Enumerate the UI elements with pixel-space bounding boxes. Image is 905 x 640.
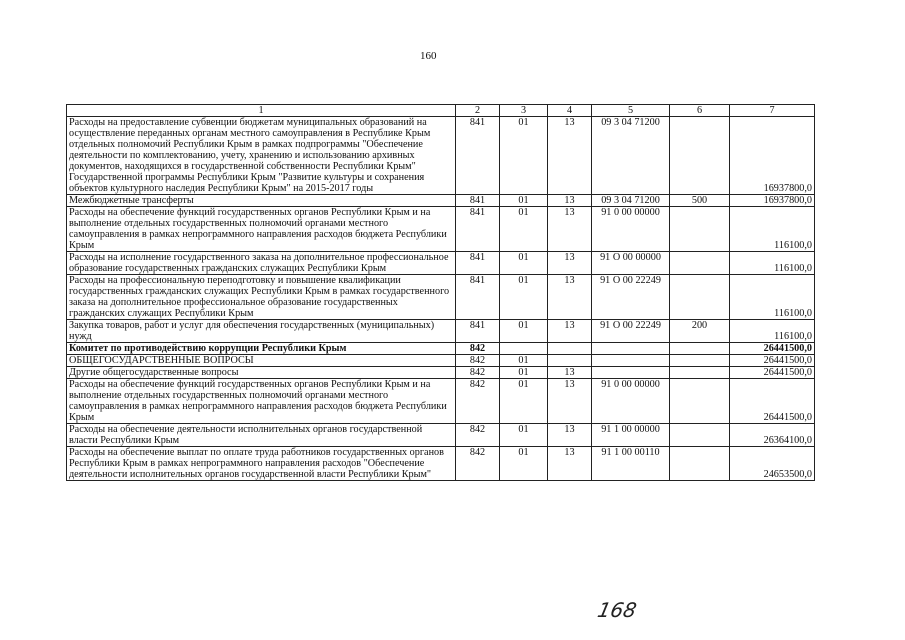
row-subsection-code [548,343,592,355]
row-target-code: 09 3 04 71200 [592,195,670,207]
row-section-code: 01 [500,275,548,320]
row-ministry-code: 841 [456,117,500,195]
row-description: Закупка товаров, работ и услуг для обеспечения государственных (муниципальных) нужд [67,320,456,343]
row-ministry-code: 841 [456,275,500,320]
row-expense-type [670,424,730,447]
row-expense-type [670,207,730,252]
row-target-code: 91 О 00 22249 [592,320,670,343]
row-expense-type [670,379,730,424]
row-description: Расходы на исполнение государственного заказа на дополнительное профессиональное образование государственных гражданских служащих Республики Крым [67,252,456,275]
row-amount: 26441500,0 [730,379,815,424]
row-description: Расходы на предоставление субвенции бюджетам муниципальных образований на осуществление переданных органам местного самоуправления в Республике Крым отдельных полномочий Республики Крым в рамках подпрограммы "Обеспечение деятельности по комплектованию, учету, хранению и использованию архивных документов, находящихся в государственной собственности Республики Крым" Государственной программы Республики Крым "Развитие культуры и сохранения объектов культурного наследия Республики Крым" на 2015-2017 годы [67,117,456,195]
row-description: Расходы на обеспечение функций государственных органов Республики Крым и на выполнение отдельных государственных полномочий органами местного самоуправления в рамках непрограммного направления расходов бюджета Республики Крым [67,207,456,252]
row-section-code: 01 [500,367,548,379]
row-subsection-code: 13 [548,117,592,195]
header-cell: 7 [730,105,815,117]
table-row [67,367,815,379]
row-ministry-code: 841 [456,195,500,207]
row-section-code [500,343,548,355]
handwritten-page-number: 168 [595,598,639,622]
row-subsection-code: 13 [548,252,592,275]
row-ministry-code: 842 [456,367,500,379]
row-section-code: 01 [500,355,548,367]
row-expense-type [670,447,730,481]
row-target-code: 91 0 00 00000 [592,379,670,424]
row-description: Расходы на обеспечение выплат по оплате труда работников государственных органов Республики Крым в рамках непрограммного направления расходов "Обеспечение деятельности исполнительных органов государственной власти Республики Крым" [67,447,456,481]
table-row [67,343,815,355]
table-row [67,195,815,207]
row-section-code: 01 [500,379,548,424]
row-expense-type [670,343,730,355]
header-cell: 5 [592,105,670,117]
page-number: 160 [420,50,437,62]
header-cell: 1 [67,105,456,117]
header-row [67,105,815,117]
table-row [67,275,815,320]
row-subsection-code: 13 [548,195,592,207]
row-section-code: 01 [500,447,548,481]
row-target-code: 91 1 00 00000 [592,424,670,447]
row-description: Расходы на обеспечение деятельности исполнительных органов государственной власти Республики Крым [67,424,456,447]
row-target-code: 91 О 00 00000 [592,252,670,275]
row-section-code: 01 [500,207,548,252]
table-row [67,117,815,195]
budget-table [66,104,815,481]
row-ministry-code: 842 [456,379,500,424]
row-expense-type: 500 [670,195,730,207]
row-ministry-code: 841 [456,252,500,275]
row-target-code: 91 1 00 00110 [592,447,670,481]
row-amount: 26441500,0 [730,355,815,367]
row-target-code: 91 0 00 00000 [592,207,670,252]
row-subsection-code: 13 [548,424,592,447]
row-amount: 24653500,0 [730,447,815,481]
row-subsection-code: 13 [548,275,592,320]
row-amount: 26441500,0 [730,367,815,379]
row-ministry-code: 842 [456,424,500,447]
row-section-code: 01 [500,252,548,275]
table-row [67,355,815,367]
row-expense-type [670,367,730,379]
row-expense-type [670,117,730,195]
row-amount: 116100,0 [730,320,815,343]
row-subsection-code [548,355,592,367]
row-expense-type [670,355,730,367]
row-ministry-code: 842 [456,343,500,355]
row-subsection-code: 13 [548,447,592,481]
row-description: Межбюджетные трансферты [67,195,456,207]
row-target-code [592,355,670,367]
header-cell: 6 [670,105,730,117]
row-target-code [592,367,670,379]
row-expense-type: 200 [670,320,730,343]
row-amount: 26441500,0 [730,343,815,355]
row-expense-type [670,275,730,320]
table-row [67,320,815,343]
row-expense-type [670,252,730,275]
row-section-code: 01 [500,424,548,447]
table-row [67,447,815,481]
row-section-code: 01 [500,320,548,343]
row-section-code: 01 [500,195,548,207]
row-subsection-code: 13 [548,367,592,379]
row-description: Расходы на профессиональную переподготовку и повышение квалификации государственных гражданских служащих Республики Крым в рамках государственного заказа на дополнительное профессиональное образование государственных гражданских служащих Республики Крым [67,275,456,320]
table-row [67,207,815,252]
row-subsection-code: 13 [548,320,592,343]
row-amount: 116100,0 [730,207,815,252]
row-target-code: 09 3 04 71200 [592,117,670,195]
row-amount: 116100,0 [730,275,815,320]
row-subsection-code: 13 [548,379,592,424]
header-cell: 2 [456,105,500,117]
table-row [67,424,815,447]
row-ministry-code: 841 [456,320,500,343]
row-ministry-code: 842 [456,355,500,367]
header-cell: 4 [548,105,592,117]
row-description: Расходы на обеспечение функций государственных органов Республики Крым и на выполнение отдельных государственных полномочий органами местного самоуправления в рамках непрограммного направления расходов бюджета Республики Крым [67,379,456,424]
row-amount: 26364100,0 [730,424,815,447]
row-subsection-code: 13 [548,207,592,252]
row-description: Комитет по противодействию коррупции Республики Крым [67,343,456,355]
row-amount: 116100,0 [730,252,815,275]
row-description: ОБЩЕГОСУДАРСТВЕННЫЕ ВОПРОСЫ [67,355,456,367]
row-target-code: 91 О 00 22249 [592,275,670,320]
table-row [67,252,815,275]
row-ministry-code: 841 [456,207,500,252]
row-amount: 16937800,0 [730,117,815,195]
row-ministry-code: 842 [456,447,500,481]
row-amount: 16937800,0 [730,195,815,207]
header-cell: 3 [500,105,548,117]
table-row [67,379,815,424]
row-description: Другие общегосударственные вопросы [67,367,456,379]
row-target-code [592,343,670,355]
row-section-code: 01 [500,117,548,195]
